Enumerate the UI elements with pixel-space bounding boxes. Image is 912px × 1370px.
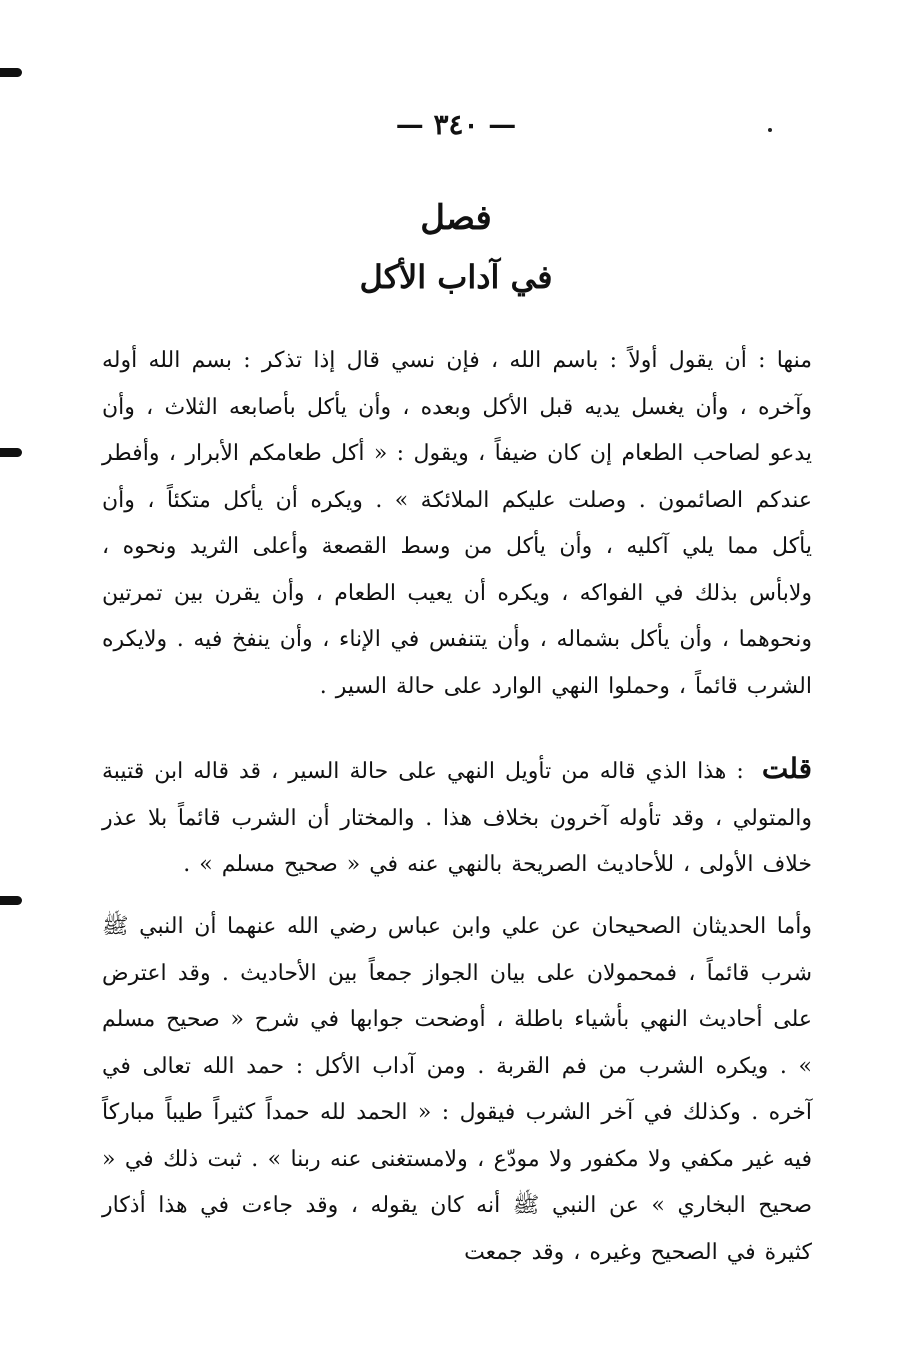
section-subtitle: في آداب الأكل [359, 258, 553, 296]
scan-edge-mark [0, 448, 22, 457]
scan-edge-mark [0, 896, 22, 905]
qultu-label: قلت [761, 752, 812, 785]
paragraph-eating-manners: منها : أن يقول أولاً : باسم الله ، فإن نسي قال إذا تذكر : بسم الله أوله وآخره ، وأن يغسل يديه قبل الأكل وبعده ، وأن يأكل بأصابعه الثلاث ، وأن يدعو لصاحب الطعام إن كان ضيفاً ، ويقول : « أكل طعامكم الأبرار ، وأفطر عندكم الصائمون . وصلت عليكم الملائكة » . ويكره أن يأكل متكئاً ، وأن يأكل مما يلي آكليه ، وأن يأكل من وسط القصعة وأعلى الثريد ونحوه ، ولابأس بذلك في الفواكه ، ويكره أن يعيب الطعام ، وأن يقرن بين تمرتين ونحوهما ، وأن يأكل بشماله ، وأن يتنفس في الإناء ، وأن ينفخ فيه . ولايكره الشرب قائماً ، وحملوا النهي الوارد على حالة السير . [102, 348, 813, 699]
page-number: — ٣٤٠ — [395, 108, 517, 141]
qultu-text: : هذا الذي قاله من تأويل النهي على حالة السير ، قد قاله ابن قتيبة والمتولي ، وقد تأوله آخرون بخلاف هذا . والمختار أن الشرب قائماً بلا عذر خلاف الأولى ، للأحاديث الصريحة بالنهي عنه في « صحيح مسلم » . [102, 759, 812, 877]
section-title: فصل [420, 198, 492, 238]
paragraph-qultu [102, 746, 812, 889]
scan-edge-mark [0, 68, 22, 77]
paragraph-hadiths: وأما الحديثان الصحيحان عن علي وابن عباس رضي الله عنهما أن النبي ﷺ شرب قائماً ، فمحمولان على بيان الجواز جمعاً بين الأحاديث . وقد اعترض على أحاديث النهي بأشياء باطلة ، أوضحت جوابها في شرح « صحيح مسلم » . ويكره الشرب من فم القربة . ومن آداب الأكل : حمد الله تعالى في آخره . وكذلك في آخر الشرب فيقول : « الحمد لله حمداً كثيراً طيباً مباركاً فيه غير مكفي ولا مكفور ولا مودّع ، ولامستغنى عنه ربنا » . ثبت ذلك في « صحيح البخاري » عن النبي ﷺ أنه كان يقوله ، وقد جاءت في هذا أذكار كثيرة في الصحيح وغيره ، وقد جمعت [102, 914, 812, 1265]
